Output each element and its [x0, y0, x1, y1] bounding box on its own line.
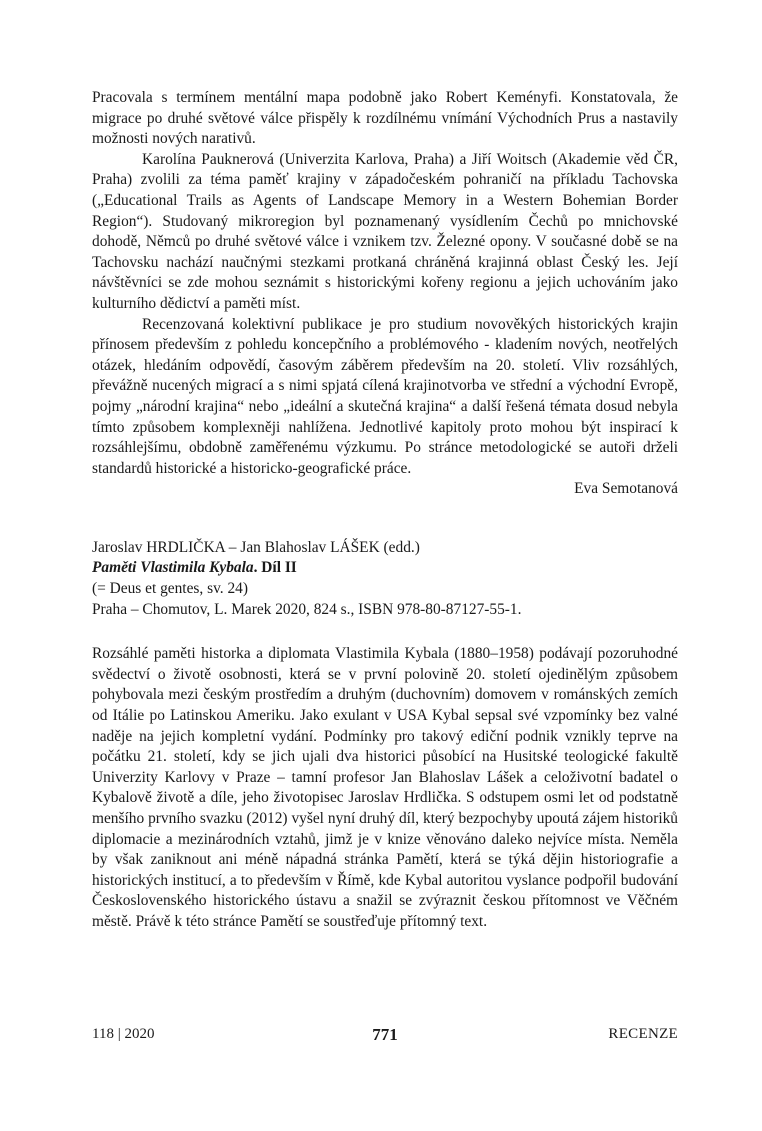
paragraph-summary: Recenzovaná kolektivní publikace je pro studium novověkých historických krajin přínosem především z pohledu koncepčního a problémového - kladením nových, neotřelých otázek, hledáním odpovědí, časovým záběrem především na 20. století. Vliv rozsáhlých, převážně nucených migrací a s nimi spjatá cílená krajinotvorba ve střední a východní Evropě, pojmy „národní krajina“ nebo „ideální a skutečná krajina“ a další řešená témata dosud nebyla tímto způsobem komplexněji nahlížena. Jednotlivé kapitoly proto mohou být inspirací k rozsáhlejšímu, obdobně zaměřenému výzkumu. Po stránce metodologické se autoři drželi standardů historické a historicko-geografické práce. [92, 315, 678, 477]
page-content [92, 88, 678, 933]
footer-page-number: 771 [372, 1025, 398, 1044]
book-series: (= Deus et gentes, sv. 24) [92, 580, 248, 598]
reviewer-signature: Eva Semotanová [574, 480, 678, 498]
book-title: Paměti Vlastimila Kybala [92, 559, 254, 577]
paragraph-continuation: Pracovala s termínem mentální mapa podobně jako Robert Keményfi. Konstatovala, že migrace po druhé světové válce přispěly k rozdílnému vnímání Východních Prus a nastavily možnosti nových narativů. [92, 89, 678, 148]
footer-section: RECENZE [608, 1026, 678, 1042]
review-paragraph: Rozsáhlé paměti historka a diplomata Vlastimila Kybala (1880–1958) podávají pozoruhodné svědectví o životě osobnosti, která se v první polovině 20. století ojedinělým způsobem pohybovala mezi českým prostředím a druhým (duchovním) domovem v románských zemích od Itálie po Latinskou Ameriku. Jako exulant v USA Kybal sepsal své vzpomínky bez valné naděje na jejich kompletní vydání. Podmínky pro takový ediční podnik vznikly teprve na počátku 21. století, kdy se jich ujali dva historici působící na Husitské teologické fakultě Univerzity Karlovy v Praze – tamní profesor Jan Blahoslav Lášek a celoživotní badatel o Kybalově životě a díle, jeho životopisec Jaroslav Hrdlička. S odstupem osmi let od podstatně menšího prvního svazku (2012) vyšel nyní druhý díl, který bezpochyby upoutá zájem historiků diplomacie a mezinárodních vztahů, jimž je v knize věnováno daleko nejvíce místa. Neměla by však zaniknout ani méně nápadná stránka Pamětí, která se týká dějin historiografie a historických institucí, a to především v Římě, kde Kybal autoritou vyslance podpořil budování Československého historického ústavu a snažil se zvýraznit českou přítomnost ve Věčném městě. Právě k této stránce Pamětí se soustřeďuje přítomný text. [92, 645, 678, 930]
book-publication: Praha – Chomutov, L. Marek 2020, 824 s., ISBN 978-80-87127-55-1. [92, 600, 522, 618]
footer-volume: 118 | 2020 [92, 1026, 155, 1042]
bibliographic-entry [92, 538, 678, 620]
book-authors: Jaroslav HRDLIČKA – Jan Blahoslav LÁŠEK (edd.) [92, 538, 420, 556]
book-part: . Díl II [253, 559, 297, 577]
paragraph-pauknerova-woitsch: Karolína Pauknerová (Univerzita Karlova, Praha) a Jiří Woitsch (Akademie věd ČR, Praha) zvolili za téma paměť krajiny v západočeském pohraničí na příkladu Tachovska („Educational Trails as Agents of Landscape Memory in a Western Bohemian Border Region“). Studovaný mikroregion byl poznamenaný vysídlením Čechů po mnichovské dohodě, Němců po druhé světové válce i vznikem tzv. Železné opony. V současné době se na Tachovsku nachází naučnými stezkami protkaná chráněná krajinná oblast Český les. Její návštěvníci se zde mohou seznámit s historickými kořeny regionu a jejich uchováním jako kulturního dědictví a paměti míst. [92, 150, 678, 312]
book-title-line [92, 558, 678, 579]
